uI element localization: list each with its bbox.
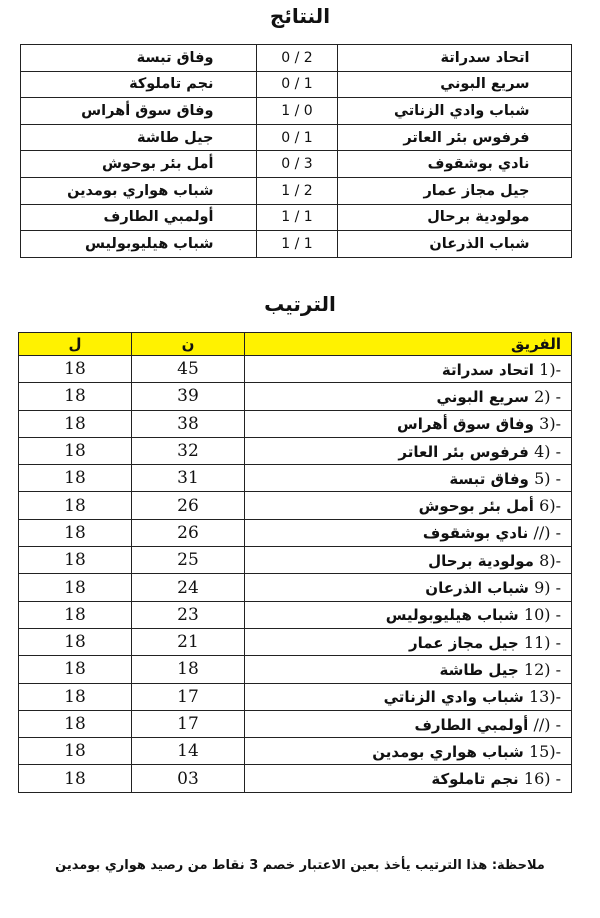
- standings-table: [18, 332, 572, 793]
- match-row: [21, 231, 572, 258]
- match-away-team: شباب هيليوبوليس: [21, 231, 257, 258]
- team-cell: [245, 656, 572, 683]
- team-rank: 5) -: [534, 468, 561, 488]
- team-played: 18: [19, 383, 132, 410]
- standings-row: [19, 710, 572, 737]
- team-points: 26: [132, 492, 245, 519]
- team-played: 18: [19, 601, 132, 628]
- team-played: 18: [19, 738, 132, 765]
- team-played: 18: [19, 410, 132, 437]
- team-name: أولمبي الطارف: [414, 715, 529, 734]
- team-rank: 10) -: [523, 605, 561, 625]
- match-home-team: سريع البوني: [338, 71, 572, 98]
- team-rank: 3)-: [539, 414, 561, 434]
- standings-note: ملاحظة: هذا الترتيب يأخذ بعين الاعتبار خصم 3 نقاط من رصيد هواري بومدين: [55, 858, 545, 873]
- standings-row: [19, 492, 572, 519]
- standings-header-row: [19, 333, 572, 356]
- team-name: اتحاد سدراتة: [441, 360, 534, 379]
- team-cell: [245, 437, 572, 464]
- team-name: وفاق سوق أهراس: [397, 415, 534, 434]
- team-points: 38: [132, 410, 245, 437]
- team-rank: 12) -: [523, 659, 561, 679]
- match-score: 0 / 1: [257, 71, 338, 98]
- team-played: 18: [19, 492, 132, 519]
- team-cell: [245, 465, 572, 492]
- standings-row: [19, 519, 572, 546]
- match-row: [21, 98, 572, 125]
- team-rank: //) -: [533, 714, 561, 734]
- team-cell: [245, 628, 572, 655]
- team-cell: [245, 410, 572, 437]
- match-home-team: جيل مجاز عمار: [338, 177, 572, 204]
- team-name: شباب وادي الزناتي: [383, 688, 524, 707]
- header-team: الفريق: [245, 333, 572, 356]
- standings-row: [19, 683, 572, 710]
- team-name: فرفوس بئر العاتر: [398, 442, 529, 461]
- header-points: ن: [132, 333, 245, 356]
- team-cell: [245, 683, 572, 710]
- match-away-team: نجم تاملوكة: [21, 71, 257, 98]
- team-points: 26: [132, 519, 245, 546]
- results-title: النتائج: [269, 4, 331, 28]
- team-points: 32: [132, 437, 245, 464]
- team-cell: [245, 738, 572, 765]
- match-away-team: وفاق تبسة: [21, 45, 257, 72]
- team-played: 18: [19, 574, 132, 601]
- standings-row: [19, 356, 572, 383]
- team-points: 39: [132, 383, 245, 410]
- standings-row: [19, 437, 572, 464]
- match-away-team: جيل طاشة: [21, 124, 257, 151]
- team-rank: 15)-: [528, 741, 561, 761]
- match-score: 0 / 2: [257, 45, 338, 72]
- standings-title: الترتيب: [264, 292, 336, 316]
- team-name: مولودية برحال: [428, 551, 534, 570]
- match-away-team: أولمبي الطارف: [21, 204, 257, 231]
- team-played: 18: [19, 656, 132, 683]
- match-home-team: مولودية برحال: [338, 204, 572, 231]
- team-rank: 1)-: [539, 359, 561, 379]
- team-cell: [245, 710, 572, 737]
- match-home-team: نادي بوشقوف: [338, 151, 572, 178]
- match-row: [21, 204, 572, 231]
- match-away-team: وفاق سوق أهراس: [21, 98, 257, 125]
- team-name: شباب الذرعان: [425, 579, 529, 598]
- team-rank: 13)-: [528, 687, 561, 707]
- team-points: 17: [132, 683, 245, 710]
- team-points: 18: [132, 656, 245, 683]
- match-home-team: شباب وادي الزناتي: [338, 98, 572, 125]
- team-points: 03: [132, 765, 245, 792]
- standings-row: [19, 410, 572, 437]
- match-score: 1 / 1: [257, 231, 338, 258]
- team-cell: [245, 492, 572, 519]
- team-cell: [245, 574, 572, 601]
- match-score: 1 / 2: [257, 177, 338, 204]
- team-name: شباب هيليوبوليس: [385, 606, 519, 625]
- team-rank: 11) -: [523, 632, 561, 652]
- team-played: 18: [19, 519, 132, 546]
- team-points: 17: [132, 710, 245, 737]
- standings-row: [19, 383, 572, 410]
- standings-row: [19, 547, 572, 574]
- team-played: 18: [19, 683, 132, 710]
- match-score: 1 / 0: [257, 98, 338, 125]
- team-points: 31: [132, 465, 245, 492]
- team-points: 14: [132, 738, 245, 765]
- match-score: 1 / 1: [257, 204, 338, 231]
- header-played: ل: [19, 333, 132, 356]
- match-row: [21, 177, 572, 204]
- team-points: 21: [132, 628, 245, 655]
- team-cell: [245, 765, 572, 792]
- match-away-team: أمل بئر بوحوش: [21, 151, 257, 178]
- match-home-team: فرفوس بئر العاتر: [338, 124, 572, 151]
- team-points: 23: [132, 601, 245, 628]
- match-row: [21, 151, 572, 178]
- team-played: 18: [19, 356, 132, 383]
- team-played: 18: [19, 547, 132, 574]
- team-cell: [245, 356, 572, 383]
- match-row: [21, 124, 572, 151]
- team-rank: 4) -: [534, 441, 561, 461]
- standings-row: [19, 574, 572, 601]
- team-played: 18: [19, 628, 132, 655]
- match-home-team: اتحاد سدراتة: [338, 45, 572, 72]
- team-name: نادي بوشقوف: [422, 524, 529, 543]
- match-score: 0 / 1: [257, 124, 338, 151]
- match-row: [21, 71, 572, 98]
- standings-row: [19, 628, 572, 655]
- team-rank: 2) -: [534, 386, 561, 406]
- team-points: 45: [132, 356, 245, 383]
- team-played: 18: [19, 765, 132, 792]
- team-cell: [245, 519, 572, 546]
- team-points: 25: [132, 547, 245, 574]
- team-rank: 9) -: [534, 578, 561, 598]
- team-played: 18: [19, 465, 132, 492]
- team-rank: 16) -: [523, 769, 561, 789]
- standings-row: [19, 738, 572, 765]
- team-cell: [245, 601, 572, 628]
- standings-row: [19, 465, 572, 492]
- results-table: [20, 44, 572, 258]
- team-points: 24: [132, 574, 245, 601]
- team-name: جيل مجاز عمار: [408, 633, 519, 652]
- match-away-team: شباب هواري بومدين: [21, 177, 257, 204]
- match-score: 0 / 3: [257, 151, 338, 178]
- team-name: نجم تاملوكة: [431, 770, 519, 789]
- team-rank: //) -: [533, 523, 561, 543]
- standings-row: [19, 765, 572, 792]
- match-row: [21, 45, 572, 72]
- team-played: 18: [19, 710, 132, 737]
- team-played: 18: [19, 437, 132, 464]
- team-name: سريع البوني: [436, 387, 529, 406]
- standings-row: [19, 656, 572, 683]
- team-rank: 6)-: [539, 496, 561, 516]
- team-name: وفاق تبسة: [449, 469, 529, 488]
- team-cell: [245, 383, 572, 410]
- team-cell: [245, 547, 572, 574]
- team-name: أمل بئر بوحوش: [418, 497, 534, 516]
- match-home-team: شباب الذرعان: [338, 231, 572, 258]
- standings-row: [19, 601, 572, 628]
- team-rank: 8)-: [539, 550, 561, 570]
- team-name: شباب هواري بومدين: [372, 742, 524, 761]
- team-name: جيل طاشة: [439, 660, 519, 679]
